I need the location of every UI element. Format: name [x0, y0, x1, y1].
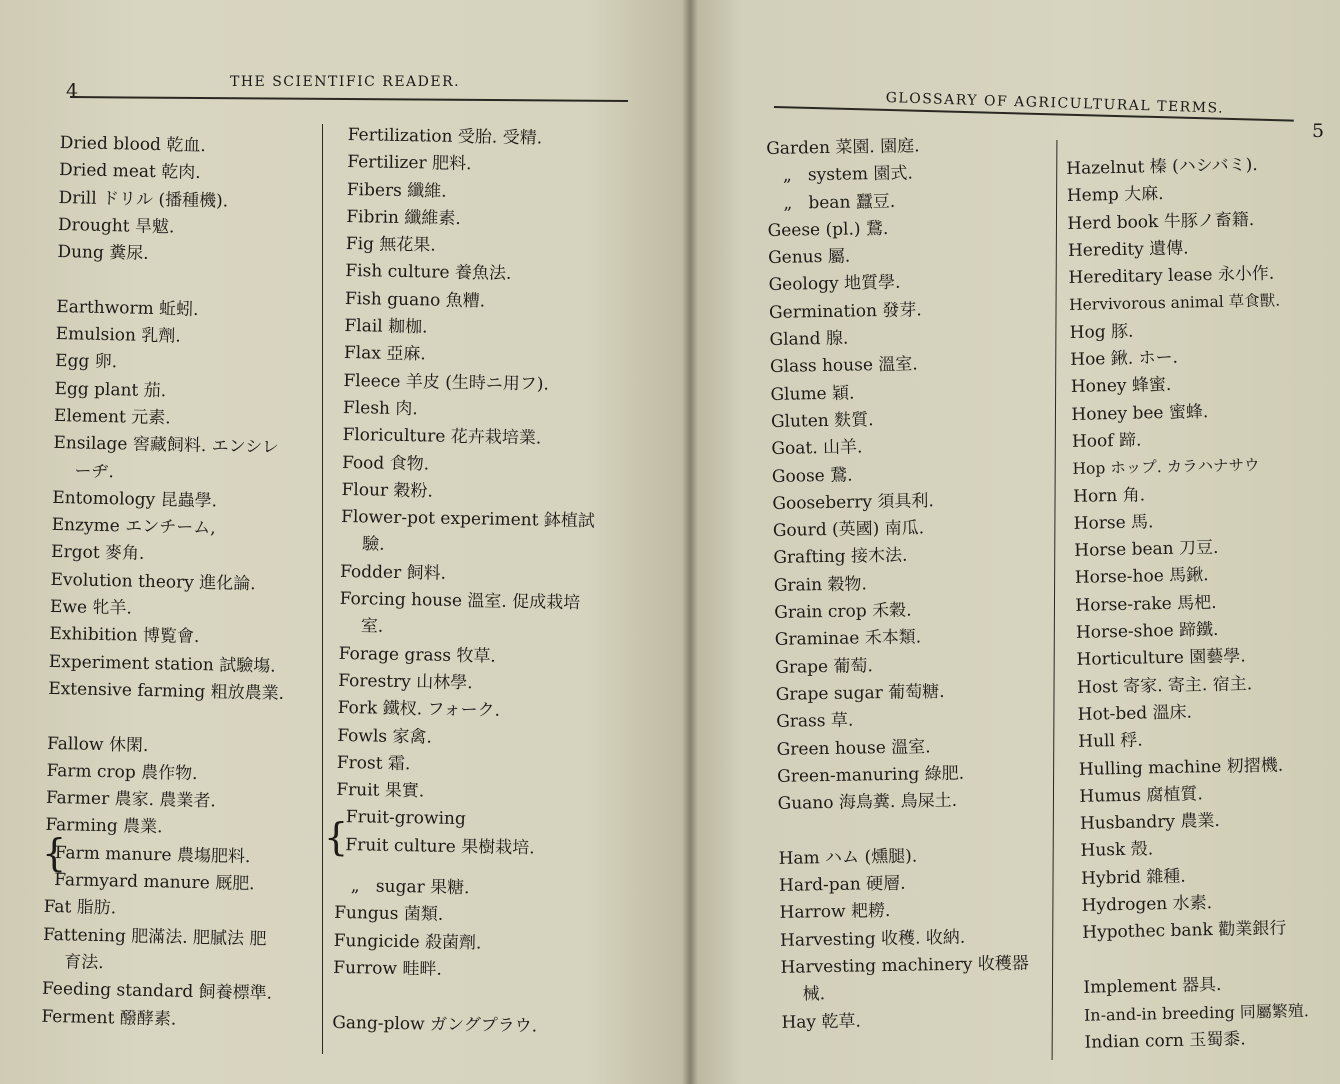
glossary-entry: Fruit culture 果樹栽培.: [345, 834, 535, 859]
glossary-entry: Ham ハム (燻腿).: [778, 846, 918, 869]
glossary-entry: Grape sugar 葡萄糖.: [775, 681, 945, 705]
glossary-entry: Gooseberry 須具利.: [772, 490, 935, 514]
glossary-entry: Fork 鐵杈. フォーク.: [337, 698, 501, 721]
right-page-column-1: [766, 131, 1072, 1037]
glossary-entry-continuation: 械.: [780, 984, 826, 1006]
glossary-entry: Farm manure 農塲肥料.: [54, 842, 251, 867]
glossary-entry: Fish culture 養魚法.: [345, 261, 512, 285]
glossary-entry: Dung 糞尿.: [57, 242, 149, 265]
glossary-entry: Graminae 禾本類.: [774, 627, 922, 651]
glossary-entry: Hervivorous animal 草食獸.: [1068, 292, 1281, 315]
glossary-entry: Hog 豚.: [1069, 321, 1134, 343]
glossary-entry: „ system 園式.: [766, 163, 913, 187]
glossary-entry: Humus 腐植質.: [1079, 784, 1203, 807]
glossary-entry: Forestry 山林學.: [338, 670, 473, 694]
glossary-entry: Ergot 麥角.: [50, 542, 145, 565]
glossary-entry: Hot-bed 溫床.: [1077, 702, 1193, 725]
glossary-entry: Floriculture 花卉栽培業.: [342, 425, 542, 449]
book-gutter: [682, 0, 698, 1084]
glossary-entry: Forcing house 溫室. 促成栽培: [339, 588, 581, 614]
glossary-entry: Fish guano 魚糟.: [344, 288, 486, 312]
glossary-entry: Guano 海鳥糞. 鳥屎土.: [777, 790, 958, 815]
glossary-entry-continuation: ーヂ.: [52, 460, 115, 482]
glossary-entry: Gluten 麩質.: [770, 410, 874, 432]
glossary-entry: Heredity 遺傳.: [1067, 238, 1189, 261]
glossary-entry: Feeding standard 飼養標準.: [41, 979, 273, 1004]
glossary-entry: Gourd (英國) 南瓜.: [772, 518, 925, 542]
left-page-column-1: [41, 130, 320, 1036]
glossary-entry: Horse-shoe 蹄鐵.: [1075, 619, 1219, 643]
glossary-entry: Horse 馬.: [1073, 512, 1154, 534]
glossary-entry: Husk 殼.: [1080, 839, 1154, 862]
glossary-entry: Fruit 果實.: [336, 780, 425, 802]
glossary-entry: Hoof 蹄.: [1071, 430, 1142, 452]
glossary-entry: „ bean 蠶豆.: [767, 191, 896, 214]
glossary-entry: Horse-hoe 馬鍬.: [1074, 565, 1209, 589]
glossary-entry: Fungicide 殺菌劑.: [333, 930, 482, 954]
glossary-entry: Glume 穎.: [770, 383, 855, 405]
glossary-entry: Farming 農業.: [45, 815, 163, 838]
glossary-entry: Horse-rake 馬杷.: [1075, 592, 1217, 616]
glossary-entry: Farm crop 農作物.: [46, 760, 198, 784]
page-number-left: 4: [66, 80, 79, 102]
glossary-entry: Hereditary lease 永小作.: [1068, 263, 1275, 289]
glossary-entry: Food 食物.: [341, 452, 430, 475]
glossary-entry: Fungus 菌類.: [334, 903, 444, 926]
glossary-entry: Hard-pan 硬層.: [778, 873, 906, 896]
glossary-entry: Fattening 肥滿法. 肥膩法 肥: [42, 924, 267, 950]
glossary-entry: Flesh 肉.: [342, 397, 418, 420]
glossary-entry: Exhibition 博覧會.: [49, 624, 200, 648]
glossary-entry: Indian corn 玉蜀黍.: [1084, 1028, 1246, 1053]
glossary-entry: Hay 乾草.: [781, 1010, 862, 1033]
left-page-column-2: [332, 122, 648, 1042]
glossary-entry: Flail 耞枷.: [344, 316, 428, 338]
glossary-entry: Host 寄家. 寄主. 宿主.: [1076, 673, 1253, 698]
glossary-entry: Fig 無花果.: [345, 234, 436, 256]
glossary-entry: Garden 菜園. 園庭.: [766, 136, 920, 159]
glossary-entry: Dried meat 乾肉.: [58, 160, 201, 184]
glossary-entry: Glass house 溫室.: [769, 354, 918, 378]
glossary-entry: Forage grass 牧草.: [338, 643, 496, 667]
glossary-entry: Grass 草.: [776, 710, 854, 733]
glossary-entry: Grain crop 禾穀.: [774, 600, 912, 623]
glossary-entry: Green house 溫室.: [776, 736, 931, 760]
brace-farm-manure: {: [42, 831, 67, 875]
glossary-entry-continuation: 驗.: [340, 534, 385, 556]
glossary-entry: Ensilage 窖藏飼料. エンシレ: [53, 433, 280, 458]
glossary-entry: Fibrin 纖維素.: [346, 206, 461, 229]
glossary-entry: Goat. 山羊.: [771, 437, 863, 460]
glossary-entry: Fowls 家禽.: [337, 725, 433, 748]
glossary-entry: Green-manuring 綠肥.: [777, 763, 965, 787]
brace-fruit: {: [324, 815, 349, 859]
glossary-entry: Hypothec bank 勸業銀行: [1082, 918, 1287, 944]
glossary-entry: Goose 鵞.: [771, 465, 853, 487]
glossary-entry: Emulsion 乳劑.: [55, 324, 181, 347]
glossary-entry: Farmyard manure 厩肥.: [54, 870, 255, 895]
glossary-entry: Fleece 羊皮 (生時ニ用フ).: [343, 370, 550, 395]
glossary-entry: Geology 地質學.: [768, 273, 901, 296]
glossary-entry: Honey bee 蜜蜂.: [1071, 401, 1209, 425]
glossary-entry: Fruit-growing: [345, 807, 466, 830]
glossary-entry: Entomology 昆蟲學.: [52, 487, 218, 512]
glossary-entry: Horticulture 園藝學.: [1076, 646, 1246, 671]
glossary-entry: Harvesting 收穫. 收納.: [779, 927, 966, 951]
glossary-entry: Gland 腺.: [769, 328, 849, 351]
glossary-entry: Hop ホップ. カラハナサウ: [1072, 456, 1260, 479]
glossary-entry-continuation: 室.: [339, 616, 384, 638]
glossary-entry: Hoe 鍬. ホー.: [1070, 347, 1179, 371]
glossary-entry: Earthworm 蚯蚓.: [56, 296, 199, 320]
glossary-entry: Farmer 農家. 農業者.: [45, 787, 217, 812]
glossary-entry: Fodder 飼料.: [339, 561, 447, 584]
glossary-entry: Experiment station 試驗塲.: [48, 651, 276, 677]
glossary-entry: In-and-in breeding 同屬繁殖.: [1083, 1001, 1310, 1026]
glossary-entry: Harrow 耙耮.: [779, 901, 891, 924]
glossary-entry: Fertilizer 肥料.: [347, 152, 472, 175]
right-page: [690, 0, 1340, 1084]
glossary-entry: Flax 亞麻.: [343, 343, 426, 365]
glossary-entry: Horn 角.: [1072, 484, 1146, 507]
glossary-entry: Evolution theory 進化論.: [50, 569, 256, 594]
glossary-entry: Implement 器具.: [1083, 974, 1222, 998]
glossary-entry: Egg plant 茄.: [54, 378, 167, 401]
glossary-entry: Fertilization 受胎. 受精.: [347, 124, 543, 149]
glossary-entry: Grain 穀物.: [773, 574, 868, 596]
glossary-entry: Ferment 醱酵素.: [41, 1006, 177, 1030]
glossary-entry: Germination 發芽.: [768, 300, 922, 323]
running-head-left: THE SCIENTIFIC READER.: [230, 74, 461, 90]
glossary-entry: Hydrogen 水素.: [1081, 893, 1213, 916]
column-divider-left: [322, 124, 323, 1054]
glossary-entry: Herd book 牛豚ノ畜籍.: [1067, 209, 1255, 234]
glossary-entry: Honey 蜂蜜.: [1070, 375, 1172, 398]
right-page-column-2: [1066, 150, 1340, 1056]
glossary-entry: Husbandry 農業.: [1079, 811, 1221, 834]
header-rule-left: [70, 96, 628, 102]
glossary-entry: Flower-pot experiment 鉢植試: [340, 507, 596, 532]
glossary-entry: Harvesting machinery 收穫器: [780, 953, 1029, 978]
glossary-entry: Horse bean 刀豆.: [1074, 538, 1219, 562]
glossary-entry: Fallow 休閑.: [46, 733, 149, 756]
glossary-entry: Enzyme エンチーム,: [51, 515, 216, 539]
glossary-entry: Hull 稃.: [1078, 730, 1143, 753]
glossary-entry: Egg 卵.: [54, 351, 118, 373]
glossary-entry: Element 元素.: [53, 405, 171, 429]
glossary-entry: Frost 霜.: [336, 752, 411, 775]
glossary-entry: Fibers 纖維.: [346, 179, 447, 202]
glossary-entry: Hazelnut 榛 (ハシバミ).: [1066, 154, 1258, 179]
glossary-entry: Hemp 大麻.: [1066, 184, 1164, 207]
glossary-entry: Grape 葡萄.: [775, 655, 874, 678]
glossary-entry: Drill ドリル (播種機).: [58, 187, 229, 212]
glossary-entry: Ewe 牝羊.: [49, 596, 133, 619]
glossary-entry: Furrow 畦畔.: [333, 957, 442, 980]
glossary-entry-continuation: 育法.: [42, 951, 104, 973]
glossary-entry: Flour 穀粉.: [341, 479, 434, 502]
glossary-entry: Dried blood 乾血.: [59, 132, 206, 157]
glossary-entry: Hybrid 雜種.: [1080, 866, 1186, 889]
glossary-entry: Extensive farming 粗放農業.: [48, 678, 285, 704]
glossary-entry: Hulling machine 籾摺機.: [1078, 755, 1284, 780]
page-number-right: 5: [1312, 120, 1325, 142]
glossary-entry: Drought 旱魃.: [57, 214, 175, 238]
glossary-entry: Gang-plow ガングプラウ.: [332, 1012, 538, 1036]
glossary-entry: Fat 脂肪.: [43, 897, 117, 919]
running-head-right: GLOSSARY OF AGRICULTURAL TERMS.: [885, 90, 1225, 117]
glossary-entry: Geese (pl.) 鵞.: [767, 218, 889, 241]
glossary-entry: „ sugar 果糖.: [334, 875, 470, 899]
glossary-entry: Grafting 接木法.: [773, 546, 908, 569]
glossary-entry: Genus 屬.: [767, 246, 851, 269]
